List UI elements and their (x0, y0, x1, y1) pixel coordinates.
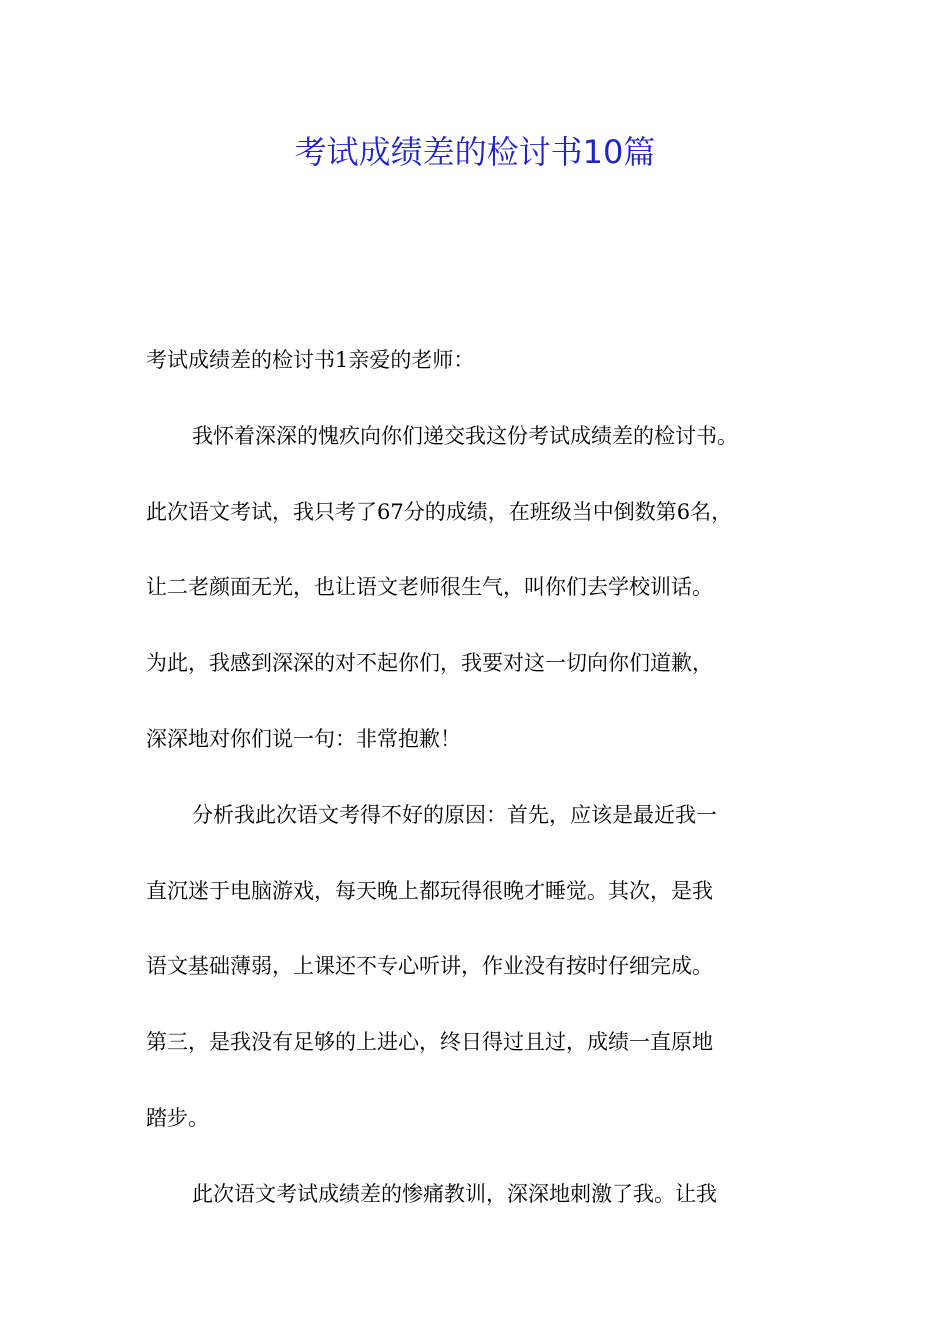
document-title: 考试成绩差的检讨书10篇 (294, 133, 656, 171)
text-line: 直沉迷于电脑游戏，每天晚上都玩得很晚才睡觉。其次，是我 (146, 878, 713, 903)
text-line: 此次语文考试，我只考了67分的成绩，在班级当中倒数第6名， (146, 499, 733, 524)
text-line: 此次语文考试成绩差的惨痛教训，深深地刺激了我。让我 (192, 1181, 717, 1206)
text-line: 让二老颜面无光，也让语文老师很生气，叫你们去学校训话。 (146, 575, 713, 600)
text-line: 第三，是我没有足够的上进心，终日得过且过，成绩一直原地 (146, 1030, 713, 1055)
text-line: 为此，我感到深深的对不起你们，我要对这一切向你们道歉， (146, 651, 713, 676)
text-line-salutation: 考试成绩差的检讨书1亲爱的老师： (146, 348, 475, 372)
text-line: 分析我此次语文考得不好的原因：首先，应该是最近我一 (192, 802, 717, 827)
text-line: 我怀着深深的愧疚向你们递交我这份考试成绩差的检讨书。 (192, 423, 738, 448)
text-line: 语文基础薄弱，上课还不专心听讲，作业没有按时仔细完成。 (146, 954, 713, 979)
document-body (146, 336, 811, 1246)
text-line: 踏步。 (146, 1105, 209, 1130)
text-line: 深深地对你们说一句：非常抱歉！ (146, 726, 461, 751)
